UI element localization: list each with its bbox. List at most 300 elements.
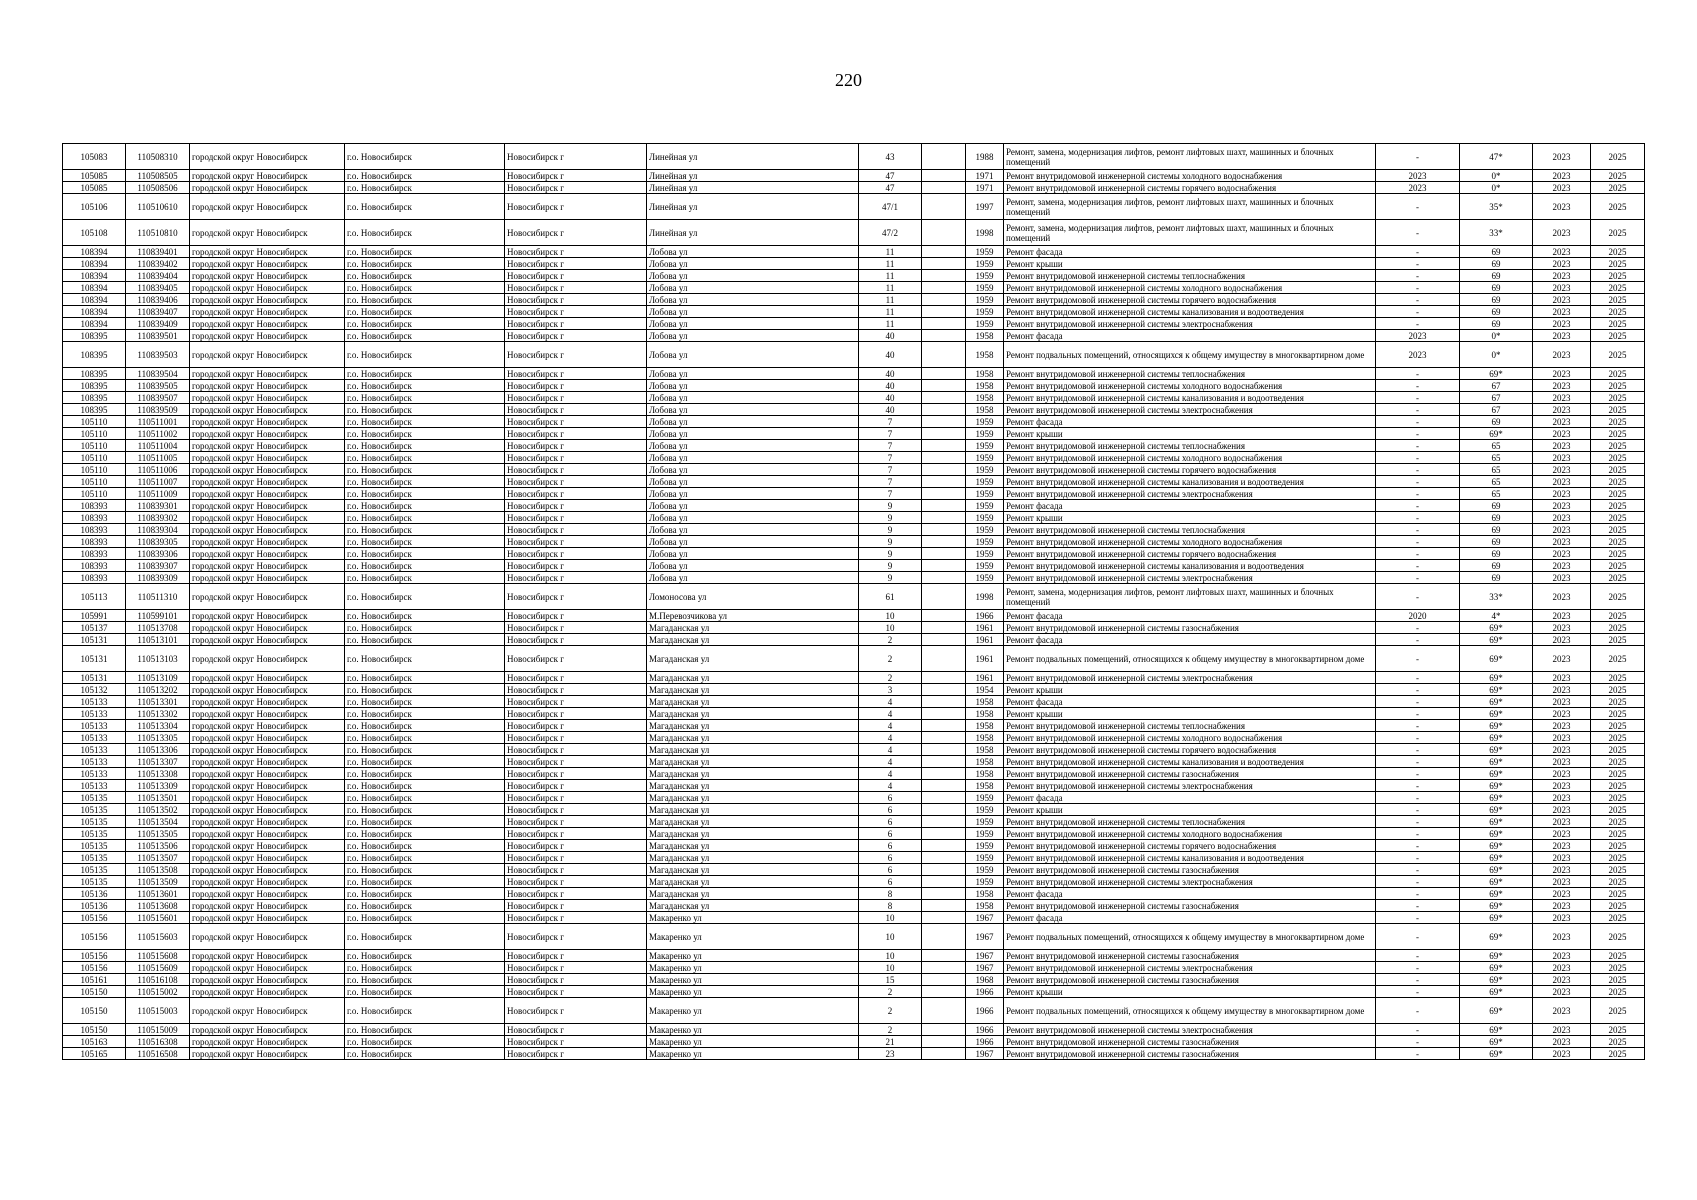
table-body xyxy=(63,144,1645,1060)
municipality-cell: городской округ Новосибирск xyxy=(190,840,345,852)
city-cell: Новосибирск г xyxy=(505,368,647,380)
work-type-cell: Ремонт внутридомовой инженерной системы канализования и водоотведения xyxy=(1004,756,1376,768)
end-year-cell: 2025 xyxy=(1591,780,1645,792)
street-cell: Магаданская ул xyxy=(647,684,859,696)
house-number-cell: 7 xyxy=(859,452,922,464)
city-cell: Новосибирск г xyxy=(505,732,647,744)
house-id-cell: 105132 xyxy=(63,684,126,696)
table-row xyxy=(63,912,1645,924)
built-year-cell: 1958 xyxy=(966,756,1004,768)
urban-district-cell: г.о. Новосибирск xyxy=(345,584,505,610)
table-row xyxy=(63,464,1645,476)
urban-district-cell: г.о. Новосибирск xyxy=(345,816,505,828)
building-cell xyxy=(922,584,966,610)
street-cell: Магаданская ул xyxy=(647,876,859,888)
table-row xyxy=(63,684,1645,696)
table-row xyxy=(63,672,1645,684)
last-repair-cell: - xyxy=(1376,696,1460,708)
house-number-cell: 9 xyxy=(859,524,922,536)
table-row xyxy=(63,258,1645,270)
last-repair-cell: - xyxy=(1376,220,1460,246)
table-row xyxy=(63,792,1645,804)
last-repair-cell: - xyxy=(1376,852,1460,864)
wear-cell: 69* xyxy=(1460,792,1533,804)
street-cell: Лобова ул xyxy=(647,464,859,476)
house-id-cell: 105133 xyxy=(63,768,126,780)
street-cell: Лобова ул xyxy=(647,560,859,572)
building-cell xyxy=(922,912,966,924)
end-year-cell: 2025 xyxy=(1591,804,1645,816)
wear-cell: 69* xyxy=(1460,900,1533,912)
building-cell xyxy=(922,780,966,792)
wear-cell: 69 xyxy=(1460,294,1533,306)
house-number-cell: 47/1 xyxy=(859,194,922,220)
table-row xyxy=(63,330,1645,342)
work-type-cell: Ремонт фасада xyxy=(1004,500,1376,512)
start-year-cell: 2023 xyxy=(1533,708,1591,720)
work-code-cell: 110839404 xyxy=(126,270,190,282)
start-year-cell: 2023 xyxy=(1533,500,1591,512)
municipality-cell: городской округ Новосибирск xyxy=(190,950,345,962)
street-cell: Макаренко ул xyxy=(647,962,859,974)
municipality-cell: городской округ Новосибирск xyxy=(190,560,345,572)
urban-district-cell: г.о. Новосибирск xyxy=(345,416,505,428)
building-cell xyxy=(922,924,966,950)
building-cell xyxy=(922,452,966,464)
built-year-cell: 1968 xyxy=(966,974,1004,986)
street-cell: Макаренко ул xyxy=(647,1036,859,1048)
municipality-cell: городской округ Новосибирск xyxy=(190,536,345,548)
built-year-cell: 1958 xyxy=(966,780,1004,792)
last-repair-cell: - xyxy=(1376,828,1460,840)
work-code-cell: 110839306 xyxy=(126,548,190,560)
built-year-cell: 1959 xyxy=(966,440,1004,452)
municipality-cell: городской округ Новосибирск xyxy=(190,170,345,182)
wear-cell: 33* xyxy=(1460,584,1533,610)
last-repair-cell: - xyxy=(1376,840,1460,852)
end-year-cell: 2025 xyxy=(1591,634,1645,646)
city-cell: Новосибирск г xyxy=(505,986,647,998)
municipality-cell: городской округ Новосибирск xyxy=(190,696,345,708)
street-cell: Линейная ул xyxy=(647,220,859,246)
house-number-cell: 8 xyxy=(859,900,922,912)
start-year-cell: 2023 xyxy=(1533,194,1591,220)
work-code-cell: 110513506 xyxy=(126,840,190,852)
municipality-cell: городской округ Новосибирск xyxy=(190,876,345,888)
built-year-cell: 1958 xyxy=(966,696,1004,708)
building-cell xyxy=(922,488,966,500)
city-cell: Новосибирск г xyxy=(505,440,647,452)
municipality-cell: городской округ Новосибирск xyxy=(190,572,345,584)
end-year-cell: 2025 xyxy=(1591,768,1645,780)
work-code-cell: 110513509 xyxy=(126,876,190,888)
table-row xyxy=(63,962,1645,974)
municipality-cell: городской округ Новосибирск xyxy=(190,452,345,464)
street-cell: Лобова ул xyxy=(647,246,859,258)
start-year-cell: 2023 xyxy=(1533,720,1591,732)
urban-district-cell: г.о. Новосибирск xyxy=(345,610,505,622)
house-number-cell: 47/2 xyxy=(859,220,922,246)
work-type-cell: Ремонт внутридомовой инженерной системы горячего водоснабжения xyxy=(1004,548,1376,560)
work-type-cell: Ремонт подвальных помещений, относящихся к общему имуществу в многоквартирном доме xyxy=(1004,646,1376,672)
built-year-cell: 1967 xyxy=(966,924,1004,950)
house-number-cell: 10 xyxy=(859,610,922,622)
work-code-cell: 110515609 xyxy=(126,962,190,974)
work-type-cell: Ремонт подвальных помещений, относящихся к общему имуществу в многоквартирном доме xyxy=(1004,924,1376,950)
urban-district-cell: г.о. Новосибирск xyxy=(345,428,505,440)
city-cell: Новосибирск г xyxy=(505,536,647,548)
built-year-cell: 1958 xyxy=(966,368,1004,380)
municipality-cell: городской округ Новосибирск xyxy=(190,476,345,488)
built-year-cell: 1958 xyxy=(966,720,1004,732)
urban-district-cell: г.о. Новосибирск xyxy=(345,404,505,416)
table-row xyxy=(63,440,1645,452)
house-number-cell: 11 xyxy=(859,246,922,258)
built-year-cell: 1959 xyxy=(966,828,1004,840)
street-cell: Магаданская ул xyxy=(647,708,859,720)
last-repair-cell: - xyxy=(1376,560,1460,572)
building-cell xyxy=(922,548,966,560)
city-cell: Новосибирск г xyxy=(505,246,647,258)
table-row xyxy=(63,732,1645,744)
built-year-cell: 1967 xyxy=(966,962,1004,974)
work-type-cell: Ремонт внутридомовой инженерной системы газоснабжения xyxy=(1004,622,1376,634)
wear-cell: 69* xyxy=(1460,924,1533,950)
street-cell: Лобова ул xyxy=(647,524,859,536)
work-code-cell: 110513504 xyxy=(126,816,190,828)
end-year-cell: 2025 xyxy=(1591,912,1645,924)
city-cell: Новосибирск г xyxy=(505,294,647,306)
city-cell: Новосибирск г xyxy=(505,488,647,500)
municipality-cell: городской округ Новосибирск xyxy=(190,464,345,476)
work-type-cell: Ремонт внутридомовой инженерной системы теплоснабжения xyxy=(1004,270,1376,282)
start-year-cell: 2023 xyxy=(1533,912,1591,924)
end-year-cell: 2025 xyxy=(1591,646,1645,672)
building-cell xyxy=(922,720,966,732)
street-cell: Лобова ул xyxy=(647,282,859,294)
last-repair-cell: - xyxy=(1376,416,1460,428)
work-code-cell: 110839407 xyxy=(126,306,190,318)
table-row xyxy=(63,634,1645,646)
built-year-cell: 1959 xyxy=(966,840,1004,852)
house-number-cell: 9 xyxy=(859,572,922,584)
building-cell xyxy=(922,258,966,270)
street-cell: Лобова ул xyxy=(647,392,859,404)
end-year-cell: 2025 xyxy=(1591,828,1645,840)
start-year-cell: 2023 xyxy=(1533,330,1591,342)
built-year-cell: 1959 xyxy=(966,500,1004,512)
work-code-cell: 110511006 xyxy=(126,464,190,476)
built-year-cell: 1958 xyxy=(966,330,1004,342)
table-row xyxy=(63,900,1645,912)
urban-district-cell: г.о. Новосибирск xyxy=(345,246,505,258)
built-year-cell: 1961 xyxy=(966,634,1004,646)
wear-cell: 69* xyxy=(1460,1036,1533,1048)
start-year-cell: 2023 xyxy=(1533,416,1591,428)
start-year-cell: 2023 xyxy=(1533,962,1591,974)
building-cell xyxy=(922,840,966,852)
table-row xyxy=(63,392,1645,404)
table-row xyxy=(63,1036,1645,1048)
end-year-cell: 2025 xyxy=(1591,744,1645,756)
end-year-cell: 2025 xyxy=(1591,452,1645,464)
municipality-cell: городской округ Новосибирск xyxy=(190,1036,345,1048)
table-row xyxy=(63,536,1645,548)
last-repair-cell: - xyxy=(1376,488,1460,500)
table-row xyxy=(63,416,1645,428)
city-cell: Новосибирск г xyxy=(505,708,647,720)
start-year-cell: 2023 xyxy=(1533,804,1591,816)
work-code-cell: 110513308 xyxy=(126,768,190,780)
building-cell xyxy=(922,404,966,416)
start-year-cell: 2023 xyxy=(1533,144,1591,170)
table-row xyxy=(63,282,1645,294)
house-number-cell: 6 xyxy=(859,828,922,840)
city-cell: Новосибирск г xyxy=(505,524,647,536)
end-year-cell: 2025 xyxy=(1591,986,1645,998)
work-type-cell: Ремонт внутридомовой инженерной системы электроснабжения xyxy=(1004,318,1376,330)
house-id-cell: 105108 xyxy=(63,220,126,246)
municipality-cell: городской округ Новосибирск xyxy=(190,416,345,428)
table-row xyxy=(63,476,1645,488)
work-code-cell: 110839406 xyxy=(126,294,190,306)
municipality-cell: городской округ Новосибирск xyxy=(190,684,345,696)
built-year-cell: 1958 xyxy=(966,900,1004,912)
start-year-cell: 2023 xyxy=(1533,924,1591,950)
end-year-cell: 2025 xyxy=(1591,194,1645,220)
municipality-cell: городской округ Новосибирск xyxy=(190,852,345,864)
municipality-cell: городской округ Новосибирск xyxy=(190,974,345,986)
built-year-cell: 1959 xyxy=(966,792,1004,804)
street-cell: Магаданская ул xyxy=(647,672,859,684)
work-code-cell: 110515002 xyxy=(126,986,190,998)
work-type-cell: Ремонт внутридомовой инженерной системы газоснабжения xyxy=(1004,1036,1376,1048)
built-year-cell: 1958 xyxy=(966,768,1004,780)
table-row xyxy=(63,852,1645,864)
urban-district-cell: г.о. Новосибирск xyxy=(345,476,505,488)
house-number-cell: 40 xyxy=(859,380,922,392)
work-type-cell: Ремонт внутридомовой инженерной системы холодного водоснабжения xyxy=(1004,282,1376,294)
end-year-cell: 2025 xyxy=(1591,330,1645,342)
wear-cell: 69* xyxy=(1460,840,1533,852)
built-year-cell: 1961 xyxy=(966,672,1004,684)
work-code-cell: 110839309 xyxy=(126,572,190,584)
street-cell: Лобова ул xyxy=(647,318,859,330)
work-code-cell: 110515603 xyxy=(126,924,190,950)
urban-district-cell: г.о. Новосибирск xyxy=(345,720,505,732)
city-cell: Новосибирск г xyxy=(505,974,647,986)
urban-district-cell: г.о. Новосибирск xyxy=(345,962,505,974)
building-cell xyxy=(922,368,966,380)
work-type-cell: Ремонт крыши xyxy=(1004,804,1376,816)
house-number-cell: 6 xyxy=(859,876,922,888)
building-cell xyxy=(922,816,966,828)
urban-district-cell: г.о. Новосибирск xyxy=(345,270,505,282)
end-year-cell: 2025 xyxy=(1591,536,1645,548)
city-cell: Новосибирск г xyxy=(505,744,647,756)
work-code-cell: 110513109 xyxy=(126,672,190,684)
house-id-cell: 105135 xyxy=(63,840,126,852)
street-cell: М.Перевозчикова ул xyxy=(647,610,859,622)
house-number-cell: 40 xyxy=(859,392,922,404)
last-repair-cell: - xyxy=(1376,1048,1460,1060)
start-year-cell: 2023 xyxy=(1533,488,1591,500)
house-number-cell: 2 xyxy=(859,646,922,672)
building-cell xyxy=(922,464,966,476)
municipality-cell: городской округ Новосибирск xyxy=(190,380,345,392)
work-type-cell: Ремонт внутридомовой инженерной системы электроснабжения xyxy=(1004,962,1376,974)
city-cell: Новосибирск г xyxy=(505,330,647,342)
start-year-cell: 2023 xyxy=(1533,622,1591,634)
end-year-cell: 2025 xyxy=(1591,684,1645,696)
house-number-cell: 6 xyxy=(859,816,922,828)
work-code-cell: 110839503 xyxy=(126,342,190,368)
street-cell: Макаренко ул xyxy=(647,974,859,986)
table-row xyxy=(63,744,1645,756)
work-type-cell: Ремонт внутридомовой инженерной системы канализования и водоотведения xyxy=(1004,476,1376,488)
house-id-cell: 105163 xyxy=(63,1036,126,1048)
last-repair-cell: - xyxy=(1376,986,1460,998)
wear-cell: 67 xyxy=(1460,392,1533,404)
municipality-cell: городской округ Новосибирск xyxy=(190,144,345,170)
house-id-cell: 105161 xyxy=(63,974,126,986)
work-code-cell: 110839505 xyxy=(126,380,190,392)
municipality-cell: городской округ Новосибирск xyxy=(190,634,345,646)
house-number-cell: 3 xyxy=(859,684,922,696)
last-repair-cell: - xyxy=(1376,1036,1460,1048)
start-year-cell: 2023 xyxy=(1533,270,1591,282)
work-code-cell: 110515601 xyxy=(126,912,190,924)
wear-cell: 69 xyxy=(1460,306,1533,318)
municipality-cell: городской округ Новосибирск xyxy=(190,912,345,924)
house-id-cell: 105110 xyxy=(63,440,126,452)
urban-district-cell: г.о. Новосибирск xyxy=(345,768,505,780)
work-type-cell: Ремонт внутридомовой инженерной системы теплоснабжения xyxy=(1004,720,1376,732)
municipality-cell: городской округ Новосибирск xyxy=(190,282,345,294)
house-number-cell: 9 xyxy=(859,512,922,524)
street-cell: Лобова ул xyxy=(647,380,859,392)
wear-cell: 69* xyxy=(1460,852,1533,864)
last-repair-cell: - xyxy=(1376,622,1460,634)
last-repair-cell: - xyxy=(1376,270,1460,282)
table-row xyxy=(63,368,1645,380)
house-id-cell: 105156 xyxy=(63,950,126,962)
street-cell: Линейная ул xyxy=(647,144,859,170)
last-repair-cell: - xyxy=(1376,368,1460,380)
house-id-cell: 105156 xyxy=(63,924,126,950)
start-year-cell: 2023 xyxy=(1533,584,1591,610)
urban-district-cell: г.о. Новосибирск xyxy=(345,500,505,512)
house-number-cell: 7 xyxy=(859,416,922,428)
house-number-cell: 10 xyxy=(859,950,922,962)
municipality-cell: городской округ Новосибирск xyxy=(190,306,345,318)
urban-district-cell: г.о. Новосибирск xyxy=(345,488,505,500)
built-year-cell: 1959 xyxy=(966,512,1004,524)
work-type-cell: Ремонт внутридомовой инженерной системы горячего водоснабжения xyxy=(1004,840,1376,852)
wear-cell: 69* xyxy=(1460,732,1533,744)
work-code-cell: 110508310 xyxy=(126,144,190,170)
work-type-cell: Ремонт крыши xyxy=(1004,986,1376,998)
house-number-cell: 4 xyxy=(859,708,922,720)
house-id-cell: 108393 xyxy=(63,548,126,560)
end-year-cell: 2025 xyxy=(1591,756,1645,768)
urban-district-cell: г.о. Новосибирск xyxy=(345,974,505,986)
urban-district-cell: г.о. Новосибирск xyxy=(345,1024,505,1036)
house-id-cell: 105135 xyxy=(63,804,126,816)
building-cell xyxy=(922,708,966,720)
table-row xyxy=(63,888,1645,900)
building-cell xyxy=(922,950,966,962)
work-type-cell: Ремонт внутридомовой инженерной системы теплоснабжения xyxy=(1004,368,1376,380)
last-repair-cell: - xyxy=(1376,998,1460,1024)
last-repair-cell: - xyxy=(1376,974,1460,986)
street-cell: Лобова ул xyxy=(647,270,859,282)
table-row xyxy=(63,950,1645,962)
house-number-cell: 2 xyxy=(859,1024,922,1036)
urban-district-cell: г.о. Новосибирск xyxy=(345,888,505,900)
building-cell xyxy=(922,440,966,452)
house-number-cell: 23 xyxy=(859,1048,922,1060)
work-type-cell: Ремонт фасада xyxy=(1004,634,1376,646)
last-repair-cell: - xyxy=(1376,524,1460,536)
start-year-cell: 2023 xyxy=(1533,294,1591,306)
house-number-cell: 9 xyxy=(859,500,922,512)
end-year-cell: 2025 xyxy=(1591,572,1645,584)
house-number-cell: 4 xyxy=(859,780,922,792)
municipality-cell: городской округ Новосибирск xyxy=(190,524,345,536)
end-year-cell: 2025 xyxy=(1591,840,1645,852)
work-code-cell: 110513708 xyxy=(126,622,190,634)
municipality-cell: городской округ Новосибирск xyxy=(190,548,345,560)
built-year-cell: 1958 xyxy=(966,708,1004,720)
start-year-cell: 2023 xyxy=(1533,548,1591,560)
house-id-cell: 105085 xyxy=(63,170,126,182)
table-row xyxy=(63,974,1645,986)
building-cell xyxy=(922,476,966,488)
work-type-cell: Ремонт внутридомовой инженерной системы горячего водоснабжения xyxy=(1004,294,1376,306)
urban-district-cell: г.о. Новосибирск xyxy=(345,780,505,792)
start-year-cell: 2023 xyxy=(1533,950,1591,962)
end-year-cell: 2025 xyxy=(1591,306,1645,318)
urban-district-cell: г.о. Новосибирск xyxy=(345,512,505,524)
city-cell: Новосибирск г xyxy=(505,182,647,194)
wear-cell: 47* xyxy=(1460,144,1533,170)
last-repair-cell: - xyxy=(1376,512,1460,524)
start-year-cell: 2023 xyxy=(1533,560,1591,572)
table-row xyxy=(63,306,1645,318)
wear-cell: 69 xyxy=(1460,512,1533,524)
built-year-cell: 1959 xyxy=(966,428,1004,440)
building-cell xyxy=(922,144,966,170)
urban-district-cell: г.о. Новосибирск xyxy=(345,144,505,170)
house-number-cell: 2 xyxy=(859,986,922,998)
table-row xyxy=(63,144,1645,170)
municipality-cell: городской округ Новосибирск xyxy=(190,392,345,404)
house-id-cell: 105110 xyxy=(63,476,126,488)
table-row xyxy=(63,986,1645,998)
table-row xyxy=(63,622,1645,634)
end-year-cell: 2025 xyxy=(1591,610,1645,622)
building-cell xyxy=(922,864,966,876)
end-year-cell: 2025 xyxy=(1591,876,1645,888)
building-cell xyxy=(922,1048,966,1060)
city-cell: Новосибирск г xyxy=(505,804,647,816)
work-code-cell: 110510810 xyxy=(126,220,190,246)
urban-district-cell: г.о. Новосибирск xyxy=(345,572,505,584)
urban-district-cell: г.о. Новосибирск xyxy=(345,708,505,720)
urban-district-cell: г.о. Новосибирск xyxy=(345,840,505,852)
work-code-cell: 110510610 xyxy=(126,194,190,220)
